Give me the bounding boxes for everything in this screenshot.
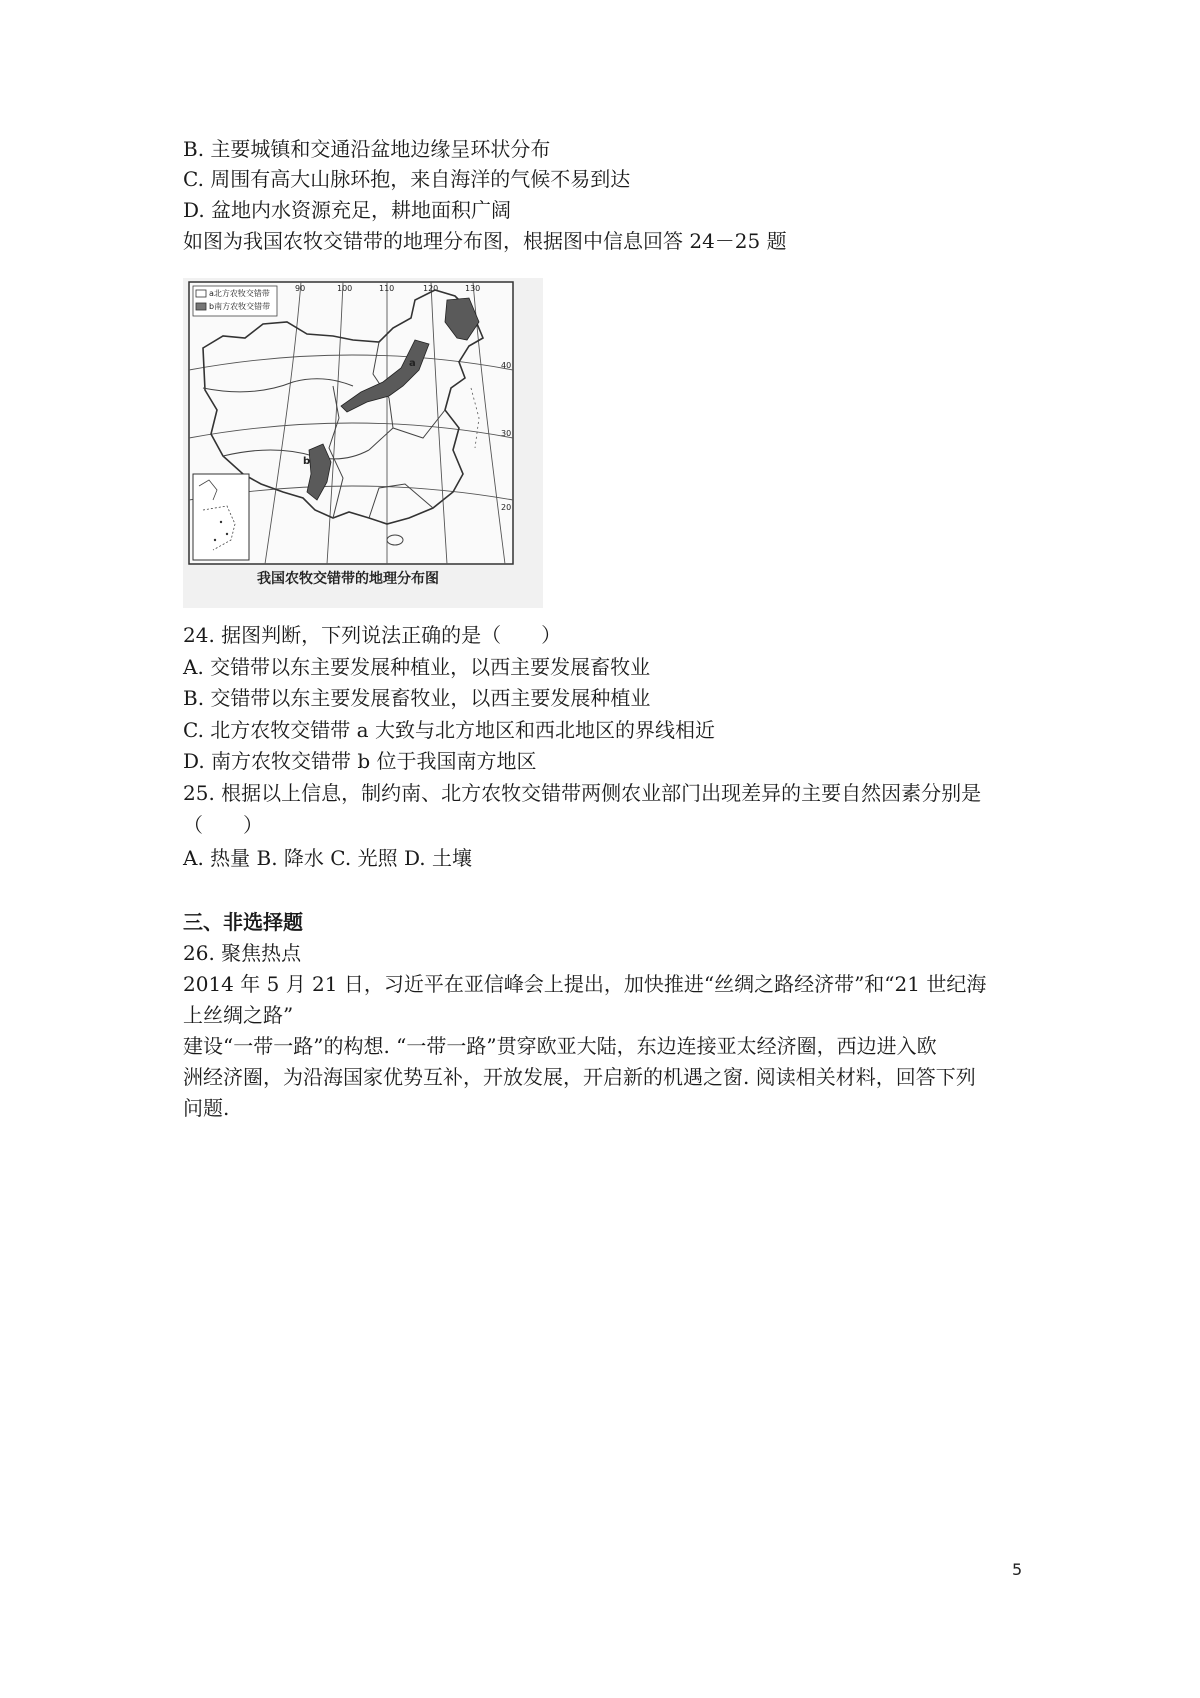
tick-130: 130 (465, 284, 481, 293)
tick-30: 30 (501, 429, 512, 438)
question-25-paren: （ ） (183, 813, 263, 837)
map-intro-line: 如图为我国农牧交错带的地理分布图，根据图中信息回答 24－25 题 (183, 229, 787, 253)
question-26: 26. 聚焦热点 (183, 941, 302, 965)
label-b: b (303, 456, 311, 467)
option-c-line: C. 周围有高大山脉环抱，来自海洋的气候不易到达 (183, 167, 631, 191)
china-agro-pastoral-map (183, 278, 543, 608)
map-title: 我国农牧交错带的地理分布图 (257, 571, 439, 587)
section-heading: 三、非选择题 (183, 910, 303, 934)
question-24-option-b: B. 交错带以东主要发展畜牧业，以西主要发展种植业 (183, 686, 651, 710)
tick-100: 100 (337, 284, 353, 293)
question-25-options: A. 热量 B. 降水 C. 光照 D. 土壤 (183, 846, 472, 870)
paragraph-line-3: 建设“一带一路”的构想. “一带一路”贯穿欧亚大陆，东边连接亚太经济圈，西边进入欧 (183, 1034, 937, 1058)
question-24-option-c: C. 北方农牧交错带 a 大致与北方地区和西北地区的界线相近 (183, 718, 715, 742)
paragraph-line-5: 问题. (183, 1096, 230, 1120)
tick-110: 110 (379, 284, 395, 293)
paragraph-line-4: 洲经济圈，为沿海国家优势互补，开放发展，开启新的机遇之窗. 阅读相关材料，回答下列 (183, 1065, 976, 1089)
paragraph-line-2: 上丝绸之路” (183, 1003, 294, 1027)
label-a: a (409, 358, 416, 369)
legend-a-text: a北方农牧交错带 (209, 289, 270, 298)
question-24-option-d: D. 南方农牧交错带 b 位于我国南方地区 (183, 749, 537, 773)
question-24: 24. 据图判断，下列说法正确的是（ ） (183, 623, 562, 647)
tick-20: 20 (501, 503, 512, 512)
page-number: 5 (1012, 1560, 1023, 1579)
option-d-line: D. 盆地内水资源充足，耕地面积广阔 (183, 198, 512, 222)
question-24-option-a: A. 交错带以东主要发展种植业，以西主要发展畜牧业 (183, 655, 651, 679)
paragraph-line-1: 2014 年 5 月 21 日，习近平在亚信峰会上提出，加快推进“丝绸之路经济带”和“21 世纪海 (183, 972, 987, 996)
tick-90: 90 (295, 284, 306, 293)
tick-120: 120 (423, 284, 439, 293)
tick-40: 40 (501, 361, 512, 370)
legend-b-text: b南方农牧交错带 (209, 302, 271, 311)
question-25: 25. 根据以上信息，制约南、北方农牧交错带两侧农业部门出现差异的主要自然因素分别是 (183, 781, 982, 805)
map-svg (183, 278, 543, 608)
option-b-line: B. 主要城镇和交通沿盆地边缘呈环状分布 (183, 137, 551, 161)
